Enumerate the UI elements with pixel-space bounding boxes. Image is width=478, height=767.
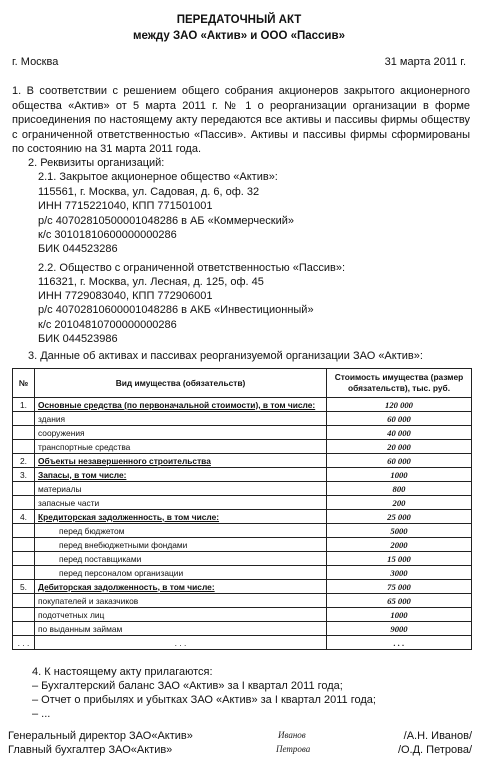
- row-number: 5.: [13, 580, 35, 594]
- row-number: 3.: [13, 468, 35, 482]
- row-number: [13, 608, 35, 622]
- table-row: [13, 608, 472, 622]
- section-4-heading: 4. К настоящему акту прилагаются:: [32, 666, 213, 678]
- asset-name-text: покупателей и заказчиков: [38, 595, 139, 606]
- asset-name-text: Запасы, в том числе:: [38, 469, 127, 480]
- act-subtitle: между ЗАО «Актив» и ООО «Пассив»: [133, 30, 345, 42]
- signer-name-director: /А.Н. Иванов/: [403, 730, 472, 742]
- asset-name: [35, 566, 327, 580]
- asset-name: [35, 538, 327, 552]
- row-number: [13, 482, 35, 496]
- signature-accountant: Петрова: [276, 744, 311, 754]
- asset-value: . . .: [327, 636, 472, 650]
- asset-name: [35, 510, 327, 524]
- asset-value: 9000: [327, 622, 472, 636]
- asset-name-text: Объекты незавершенного строительства: [38, 455, 211, 466]
- org-2-line: 116321, г. Москва, ул. Лесная, д. 125, оф. 45: [38, 276, 264, 288]
- table-row: [13, 454, 472, 468]
- row-number: [13, 496, 35, 510]
- org-2-line: БИК 044523986: [38, 333, 118, 345]
- asset-name: [35, 482, 327, 496]
- org-2-line: р/с 40702810600001048286 в АКБ «Инвестиционный»: [38, 304, 314, 316]
- asset-value: 200: [327, 496, 472, 510]
- org-1-line: к/с 30101810600000000286: [38, 229, 177, 241]
- table-row: [13, 496, 472, 510]
- section-2-heading: 2. Реквизиты организаций:: [28, 157, 165, 169]
- asset-value: 65 000: [327, 594, 472, 608]
- table-row: [13, 510, 472, 524]
- org-1-line: БИК 044523286: [38, 243, 118, 255]
- asset-name-text: Кредиторская задолженность, в том числе:: [38, 511, 220, 522]
- asset-name-text: материалы: [38, 483, 82, 494]
- asset-name-text: Дебиторская задолженность, в том числе:: [38, 581, 215, 592]
- table-body: [13, 398, 472, 650]
- section-3-heading: 3. Данные об активах и пассивах реорганизуемой организации ЗАО «Актив»:: [28, 350, 423, 362]
- asset-name-text: перед персоналом организации: [59, 567, 184, 578]
- row-number: [13, 412, 35, 426]
- row-number: [13, 622, 35, 636]
- attachment-item: – ...: [32, 708, 51, 720]
- row-number: 1.: [13, 398, 35, 412]
- table-row: [13, 594, 472, 608]
- table-row: [13, 412, 472, 426]
- asset-value: 2000: [327, 538, 472, 552]
- asset-name: [35, 412, 327, 426]
- asset-name: [35, 594, 327, 608]
- org-2-line: к/с 20104810700000000286: [38, 319, 177, 331]
- asset-value: 15 000: [327, 552, 472, 566]
- asset-name: [35, 454, 327, 468]
- row-number: . . .: [13, 636, 35, 650]
- row-number: [13, 524, 35, 538]
- signature-director: Иванов: [278, 730, 306, 740]
- act-title: ПЕРЕДАТОЧНЫЙ АКТ: [176, 14, 302, 26]
- asset-name: [35, 636, 327, 650]
- table-row: [13, 538, 472, 552]
- asset-name-text: здания: [38, 413, 66, 424]
- city: г. Москва: [12, 56, 59, 68]
- column-header-number: №: [13, 369, 35, 398]
- section-1-text: 1. В соответствии с решением общего собрания акционеров закрытого акционерного общества «Актив» от 5 марта 2011 г. № 1 о реорганизации организации в форме присоединения по настоящему акту передаются все активы и пассивы фирмы обществу с ограниченной ответственностью «Пассив». Активы и пассивы фирмы сформированы по состоянию на 31 марта 2011 года.: [12, 85, 470, 155]
- asset-name-text: сооружения: [38, 427, 85, 438]
- row-number: 2.: [13, 454, 35, 468]
- asset-value: 1000: [327, 468, 472, 482]
- signer-role-accountant: Главный бухгалтер ЗАО«Актив»: [8, 744, 173, 756]
- asset-name-text: подотчетных лиц: [38, 609, 105, 620]
- asset-name: [35, 496, 327, 510]
- asset-value: 1000: [327, 608, 472, 622]
- row-number: [13, 566, 35, 580]
- asset-value: 75 000: [327, 580, 472, 594]
- row-number: [13, 440, 35, 454]
- table-row: [13, 440, 472, 454]
- asset-name: [35, 398, 327, 412]
- asset-value: 800: [327, 482, 472, 496]
- assets-table: [12, 368, 472, 650]
- org-1-line: 115561, г. Москва, ул. Садовая, д. 6, оф. 32: [38, 186, 260, 198]
- table-row: [13, 524, 472, 538]
- asset-value: 60 000: [327, 412, 472, 426]
- asset-name: [35, 608, 327, 622]
- asset-name-text: перед внебюджетными фондами: [59, 539, 188, 550]
- asset-name-text: запасные части: [38, 497, 100, 508]
- asset-name-text: . . .: [174, 637, 187, 648]
- column-header-type: Вид имущества (обязательств): [35, 369, 327, 398]
- table-row: [13, 482, 472, 496]
- asset-value: 5000: [327, 524, 472, 538]
- signer-role-director: Генеральный директор ЗАО«Актив»: [8, 730, 193, 742]
- table-row: [13, 636, 472, 650]
- asset-name: [35, 468, 327, 482]
- asset-name-text: перед бюджетом: [59, 525, 125, 536]
- asset-name: [35, 440, 327, 454]
- org-1-line: ИНН 7715221040, КПП 771501001: [38, 200, 213, 212]
- table-row: [13, 552, 472, 566]
- table-row: [13, 398, 472, 412]
- table-row: [13, 580, 472, 594]
- row-number: [13, 426, 35, 440]
- asset-value: 20 000: [327, 440, 472, 454]
- table-row: [13, 468, 472, 482]
- date: 31 марта 2011 г.: [384, 56, 466, 68]
- attachment-item: – Бухгалтерский баланс ЗАО «Актив» за I квартал 2011 года;: [32, 680, 343, 692]
- asset-name-text: перед поставщиками: [59, 553, 142, 564]
- asset-value: 25 000: [327, 510, 472, 524]
- row-number: [13, 538, 35, 552]
- row-number: 4.: [13, 510, 35, 524]
- table-row: [13, 622, 472, 636]
- asset-name-text: транспортные средства: [38, 441, 131, 452]
- asset-name-text: по выданным займам: [38, 623, 123, 634]
- column-header-value: Стоимость имущества (размер обязательств), тыс. руб.: [327, 369, 472, 398]
- asset-name: [35, 552, 327, 566]
- asset-name: [35, 524, 327, 538]
- row-number: [13, 594, 35, 608]
- asset-name: [35, 622, 327, 636]
- table-row: [13, 426, 472, 440]
- row-number: [13, 552, 35, 566]
- table-row: [13, 566, 472, 580]
- table-header-row: [13, 369, 472, 398]
- org-2-line: 2.2. Общество с ограниченной ответственностью «Пассив»:: [38, 262, 346, 274]
- asset-name-text: Основные средства (по первоначальной стоимости), в том числе:: [38, 399, 316, 410]
- asset-name: [35, 580, 327, 594]
- asset-value: 60 000: [327, 454, 472, 468]
- asset-value: 3000: [327, 566, 472, 580]
- org-1-line: 2.1. Закрытое акционерное общество «Актив»:: [38, 171, 278, 183]
- signer-name-accountant: /О.Д. Петрова/: [397, 744, 472, 756]
- org-2-line: ИНН 7729083040, КПП 772906001: [38, 290, 213, 302]
- asset-value: 40 000: [327, 426, 472, 440]
- attachment-item: – Отчет о прибылях и убытках ЗАО «Актив» за I квартал 2011 года;: [32, 694, 376, 706]
- asset-name: [35, 426, 327, 440]
- asset-value: 120 000: [327, 398, 472, 412]
- org-1-line: р/с 40702810500001048286 в АБ «Коммерческий»: [38, 215, 294, 227]
